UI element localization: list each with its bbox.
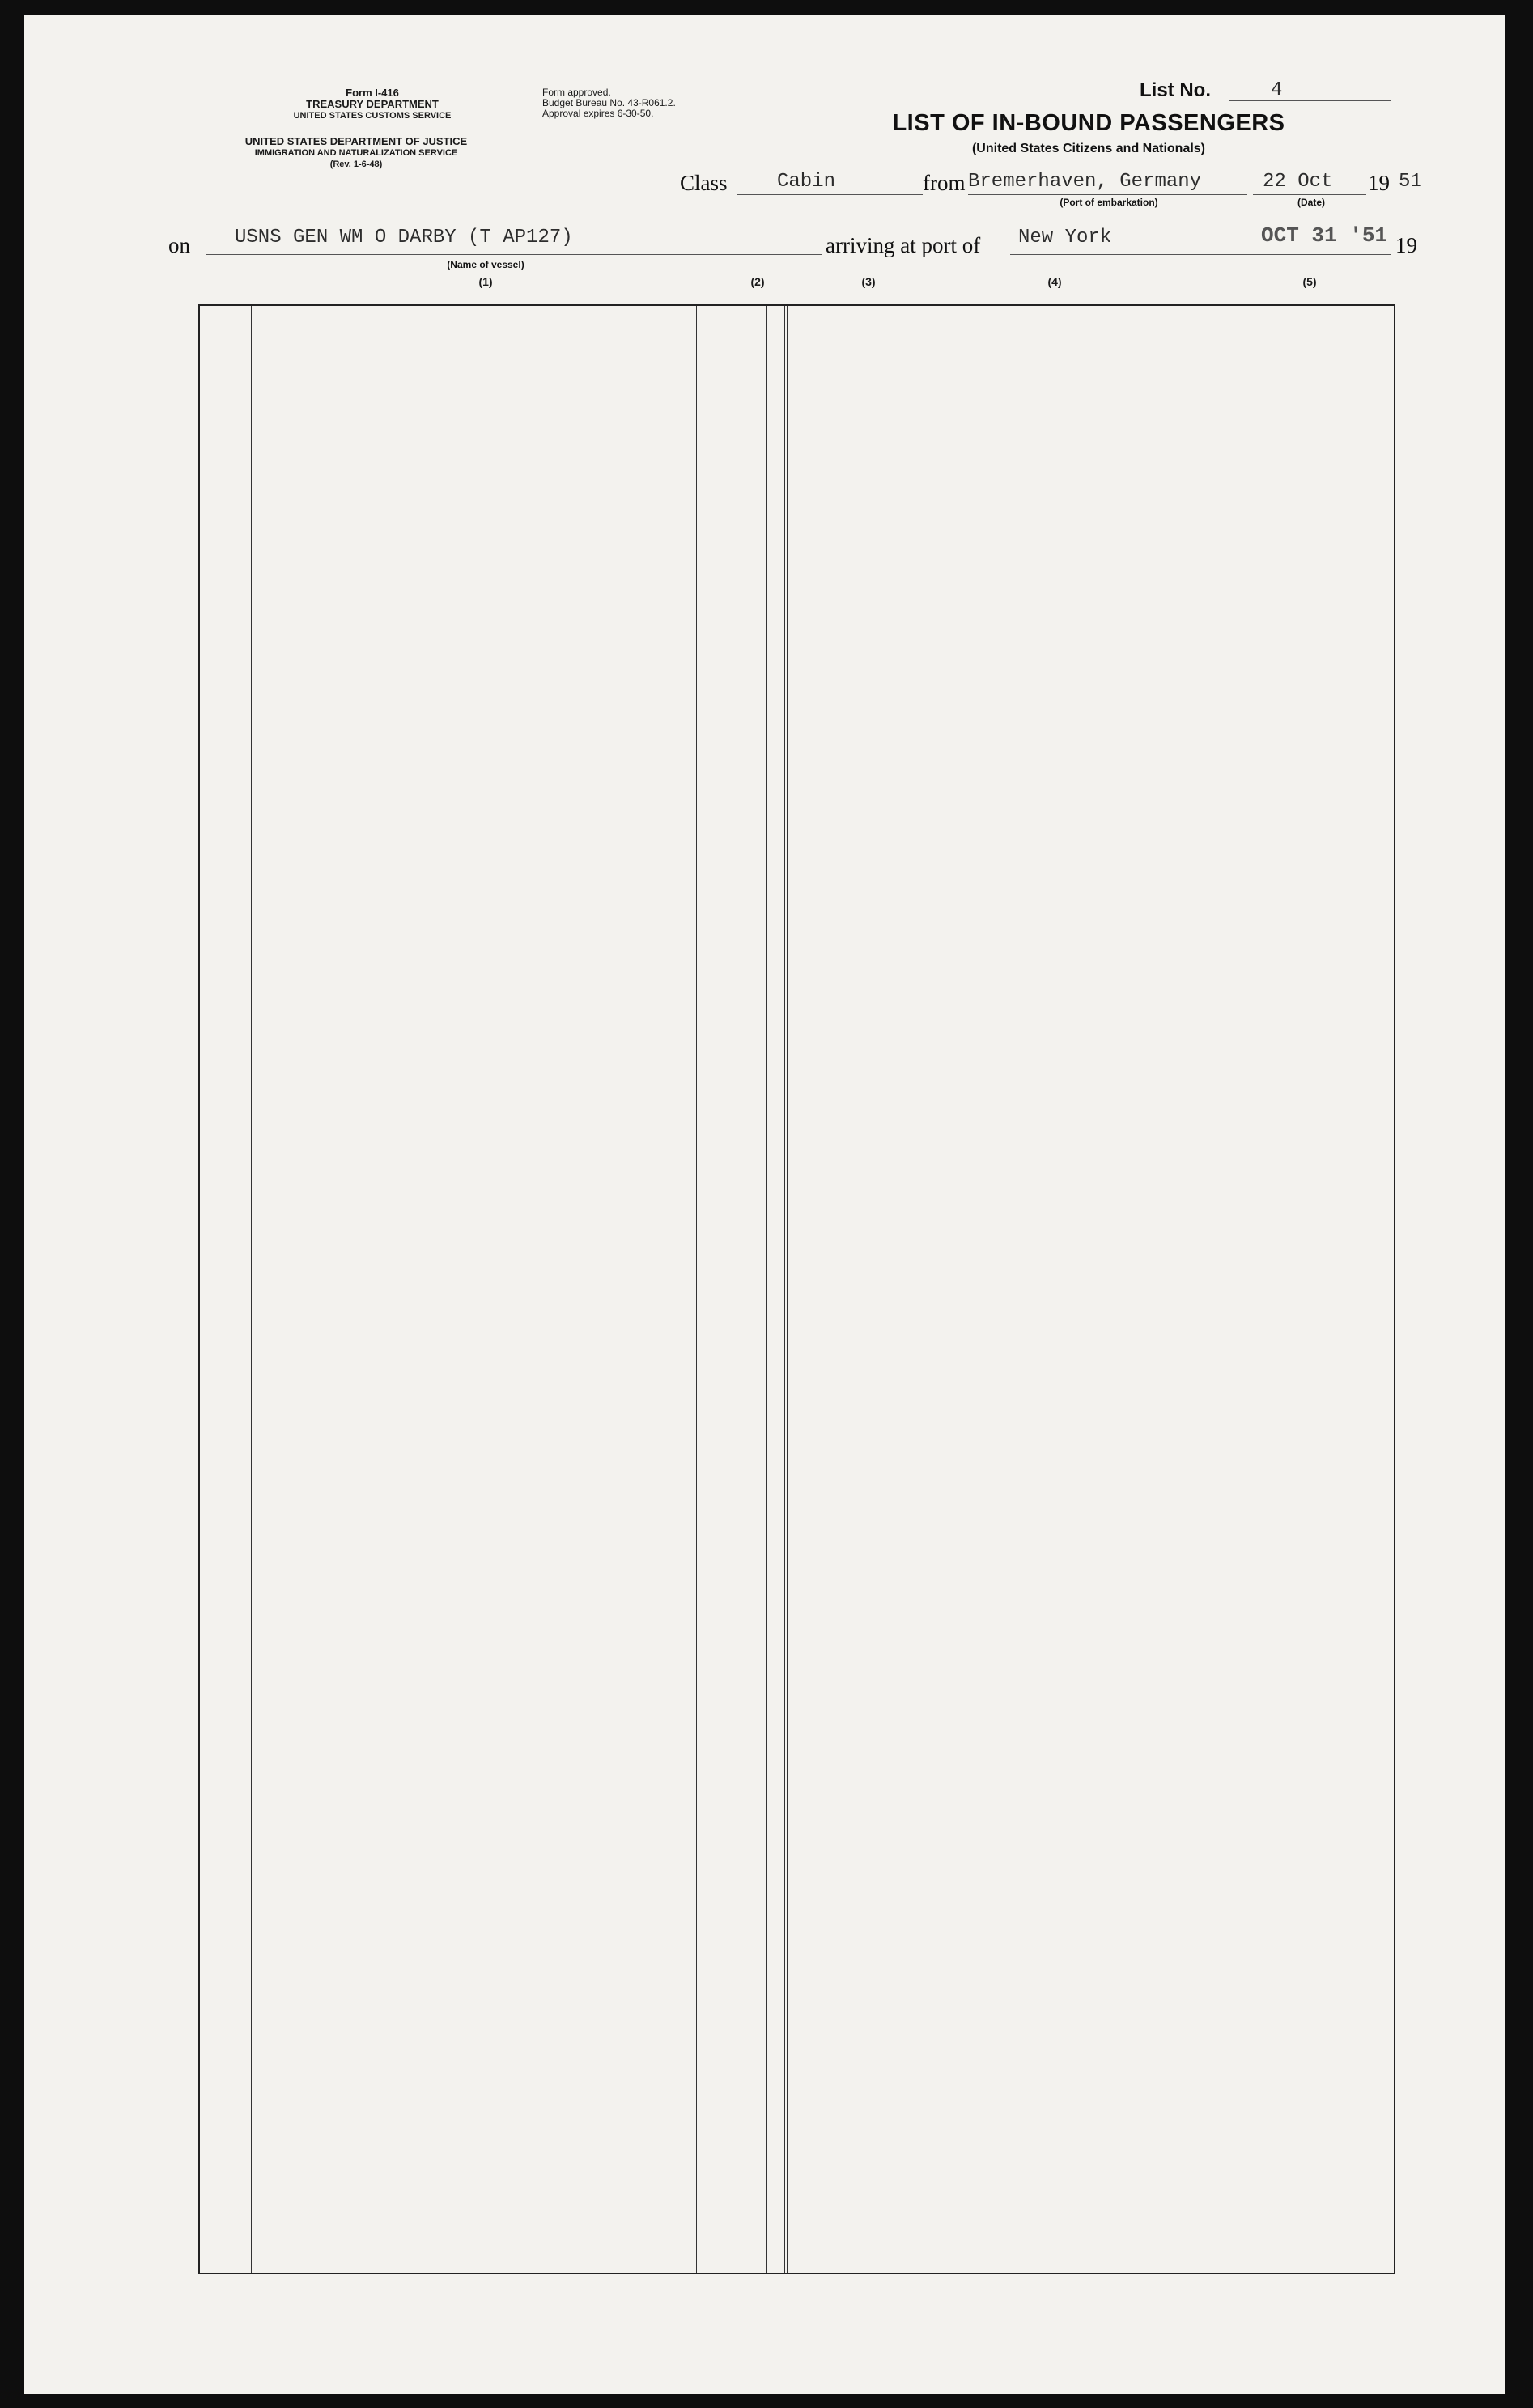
class-line — [737, 194, 923, 195]
col-divider-120 — [787, 306, 788, 2273]
port-caption: (Port of embarkation) — [1060, 197, 1158, 208]
from-value: Bremerhaven, Germany — [968, 171, 1202, 193]
date-line — [1253, 194, 1366, 195]
service-name: UNITED STATES CUSTOMS SERVICE — [293, 111, 452, 121]
date-caption: (Date) — [1297, 197, 1325, 208]
year-suffix: 51 — [1399, 171, 1422, 193]
vessel-line — [206, 254, 822, 255]
arrival-year: 19 — [1395, 233, 1417, 257]
passenger-table — [198, 304, 1395, 2274]
ins-name: IMMIGRATION AND NATURALIZATION SERVICE — [254, 148, 458, 158]
col-divider-4 — [784, 306, 785, 2273]
col-marker-1: (1) — [478, 275, 493, 288]
from-label: from — [923, 171, 966, 195]
page-title: LIST OF IN-BOUND PASSENGERS — [892, 110, 1285, 136]
expires-text: Approval expires 6-30-50. — [542, 108, 654, 119]
col-divider-2 — [696, 306, 697, 2273]
col-marker-2: (2) — [750, 275, 765, 288]
col-divider-1 — [251, 306, 252, 2273]
on-label: on — [168, 233, 190, 257]
col-divider-3 — [766, 306, 767, 2273]
col-marker-5: (5) — [1302, 275, 1317, 288]
document-sheet — [24, 15, 1505, 2394]
col-marker-4: (4) — [1047, 275, 1062, 288]
from-line — [968, 194, 1247, 195]
port-line — [1010, 254, 1391, 255]
justice-name: UNITED STATES DEPARTMENT OF JUSTICE — [244, 135, 468, 147]
year-prefix: 19 — [1368, 171, 1390, 195]
rev-date: (Rev. 1-6-48) — [329, 159, 383, 169]
approved-text: Form approved. — [542, 87, 611, 98]
arrival-date-stamp: OCT 31 '51 — [1261, 223, 1388, 248]
list-no-value: 4 — [1271, 79, 1283, 101]
vessel-name: USNS GEN WM O DARBY (T AP127) — [235, 227, 573, 248]
form-approval — [542, 87, 753, 119]
form-header-left — [255, 87, 490, 121]
budget-text: Budget Bureau No. 43-R061.2. — [542, 97, 676, 108]
date-value: 22 Oct — [1263, 171, 1333, 193]
justice-header — [166, 136, 546, 170]
dept-name: TREASURY DEPARTMENT — [306, 98, 439, 110]
list-no-line — [1229, 100, 1391, 101]
page-subtitle: (United States Citizens and Nationals) — [971, 142, 1206, 155]
class-value: Cabin — [777, 171, 836, 193]
vessel-caption: (Name of vessel) — [447, 259, 524, 270]
class-label: Class — [680, 171, 728, 195]
arriving-label: arriving at port of — [826, 233, 981, 257]
col-marker-3: (3) — [861, 275, 876, 288]
list-no-label: List No. — [1140, 79, 1211, 101]
port-value: New York — [1018, 227, 1112, 248]
form-id: Form I-416 — [346, 87, 399, 99]
